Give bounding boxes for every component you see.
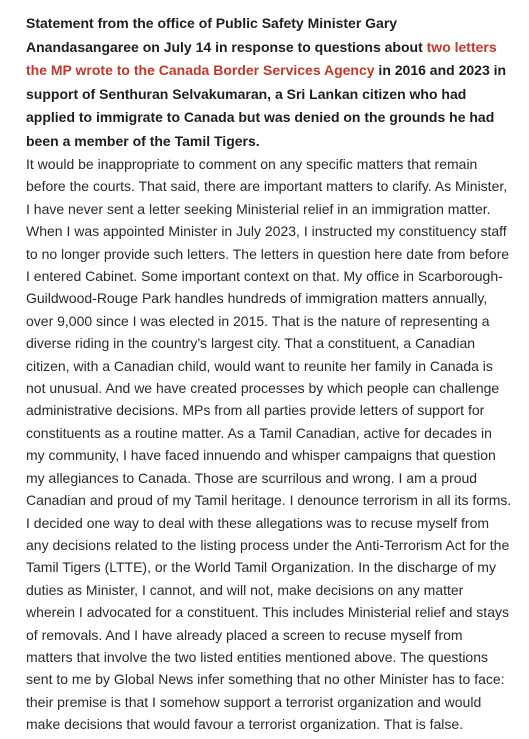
intro-prefix: Statement from the office of Public Safety Minister Gary Anandasangaree on July 14 in response to questions about — [26, 15, 427, 55]
intro-suffix: in 2016 and 2023 in support of Senthuran Selvakumaran, a Sri Lankan citizen who had applied to immigrate to Canada but was denied on the grounds he had been a member of the Tamil Tigers. — [26, 62, 507, 149]
intro-paragraph — [26, 12, 510, 153]
statement-body: It would be inappropriate to comment on any specific matters that remain before the courts. That said, there are important matters to clarify. As Minister, I have never sent a letter seeking Ministerial relief in an immigration matter. When I was appointed Minister in July 2023, I instructed my constituency staff to no longer provide such letters. The letters in question here date from before I entered Cabinet. Some important context on that. My office in Scarborough-Guildwood-Rouge Park handles hundreds of immigration matters annually, over 9,000 since I was elected in 2015. That is the nature of representing a diverse riding in the country’s largest city. That a constituent, a Canadian citizen, with a Canadian child, would want to reunite her family in Canada is not unusual. And we have created processes by which people can challenge administrative decisions. MPs from all parties provide letters of support for constituents as a routine matter. As a Tamil Canadian, active for decades in my community, I have faced innuendo and whisper campaigns that question my allegiances to Canada. Those are scurrilous and wrong. I am a proud Canadian and proud of my Tamil heritage. I denounce terrorism in all its forms. I decided one way to deal with these allegations was to recuse myself from any decisions related to the listing process under the Anti-Terrorism Act for the Tamil Tigers (LTTE), or the World Tamil Organization. In the discharge of my duties as Minister, I cannot, and will not, make decisions on any matter wherein I advocated for a constituent. This includes Ministerial relief and stays of removals. And I have already placed a screen to recuse myself from matters that involve the two listed entities mentioned above. The questions sent to me by Global News infer something that no other Minister has to face: their premise is that I somehow support a terrorist organization and would make decisions that would favour a terrorist organization. That is false. — [26, 156, 512, 733]
cbsa-letters-link[interactable]: two letters the MP wrote to the Canada Border Services Agency — [26, 38, 497, 78]
